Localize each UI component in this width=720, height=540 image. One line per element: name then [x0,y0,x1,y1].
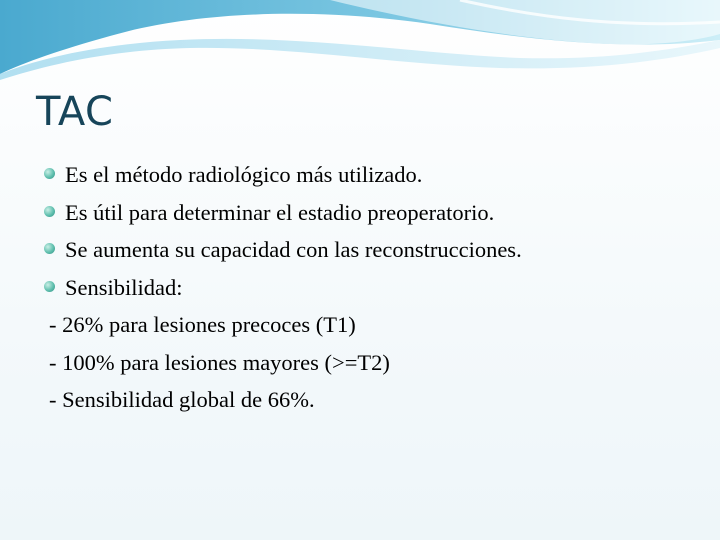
bullet-item [44,269,704,307]
sub-text: - 100% para lesiones mayores (>=T2) [49,349,390,375]
bullet-text: Se aumenta su capacidad con las reconstrucciones. [65,237,522,262]
sub-text: - 26% para lesiones precoces (T1) [49,312,356,337]
header-wave-decoration [0,0,720,90]
bullet-dot-icon [44,206,55,217]
sub-item [44,306,704,344]
slide-title: TAC [36,89,114,135]
bullet-dot-icon [44,243,55,254]
sub-item [44,381,704,419]
bullet-item [44,156,704,194]
bullet-dot-icon [44,168,55,179]
sub-item [44,344,704,382]
slide-content [44,156,704,419]
bullet-item [44,194,704,232]
sub-text: - Sensibilidad global de 66%. [49,387,315,412]
bullet-text: Es útil para determinar el estadio preoperatorio. [65,199,495,225]
bullet-dot-icon [44,281,55,292]
bullet-text: Es el método radiológico más utilizado. [65,162,423,187]
bullet-text: Sensibilidad: [65,274,183,300]
bullet-item [44,231,704,269]
